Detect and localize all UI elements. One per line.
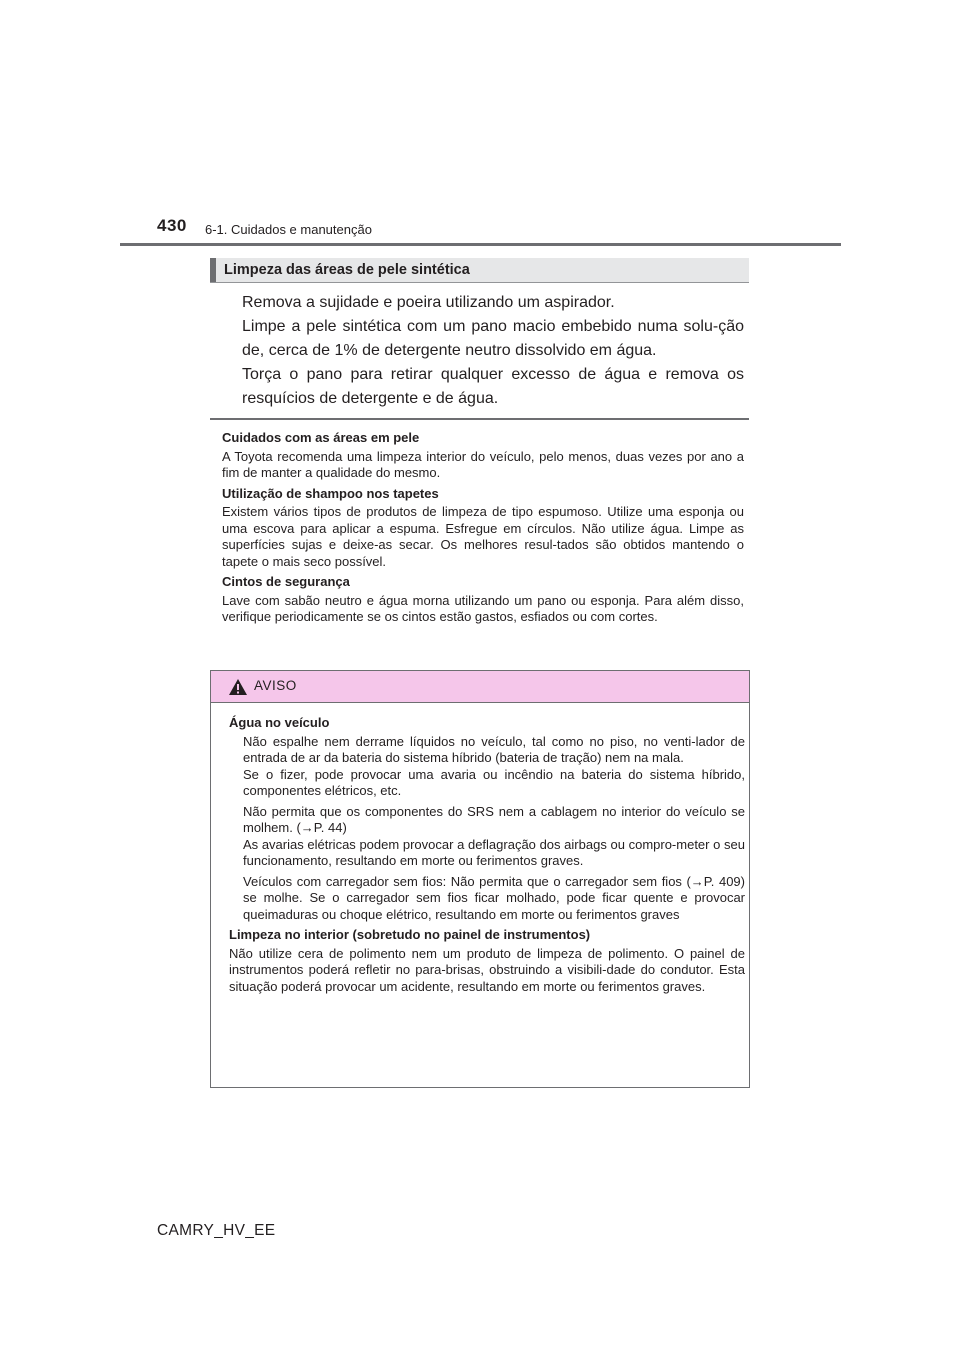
document-code: CAMRY_HV_EE bbox=[157, 1222, 276, 1239]
warning-text: Não espalhe nem derrame líquidos no veículo, tal como no piso, no venti-lador de entrada de ar da bateria do sistema híbrido (bateria de tração) nem na mala. bbox=[243, 733, 745, 765]
warning-paragraph: Não utilize cera de polimento nem um produto de limpeza de polimento. O painel de instrumentos poderá refletir no para-brisas, obstruindo a visibili-dade do condutor. Esta situação poderá provocar um acidente, resultando em morte ou ferimentos graves. bbox=[229, 945, 745, 994]
warning-content bbox=[229, 715, 745, 999]
note-title: Cuidados com as áreas em pele bbox=[222, 430, 420, 445]
warning-text: Se o fizer, pode provocar uma avaria ou incêndio na bateria do sistema híbrido, componentes elétricos, etc. bbox=[243, 766, 745, 798]
notes-section bbox=[222, 430, 744, 630]
warning-paragraph bbox=[229, 804, 745, 870]
warning-triangle-icon bbox=[228, 678, 248, 696]
warning-paragraph bbox=[229, 734, 745, 800]
warning-text: As avarias elétricas podem provocar a deflagração dos airbags ou compro-meter o seu funcionamento, resultando em morte ou ferimentos graves. bbox=[243, 836, 745, 868]
step-item: Remova a sujidade e poeira utilizando um aspirador. bbox=[242, 294, 615, 311]
warning-section-title: Água no veículo bbox=[229, 715, 330, 730]
note-body: Lave com sabão neutro e água morna utilizando um pano ou esponja. Para além disso, verifique periodicamente se os cintos estão gastos, esfiados ou com cortes. bbox=[222, 592, 744, 624]
warning-paragraph: Veículos com carregador sem fios: Não permita que o carregador sem fios (→P. 409) se molhe. Se o carregador sem fios ficar molhado, pode ficar quente e provocar queimaduras ou choque elétrico, resultando em morte ou ferimentos graves bbox=[243, 873, 745, 922]
section-header: 6-1. Cuidados e manutenção bbox=[205, 222, 372, 237]
note-body: A Toyota recomenda uma limpeza interior do veículo, pelo menos, duas vezes por ano a fim de manter a qualidade do mesmo. bbox=[222, 448, 744, 480]
page-number: 430 bbox=[157, 216, 187, 235]
warning-section-title: Limpeza no interior (sobretudo no painel de instrumentos) bbox=[229, 927, 591, 942]
section-divider bbox=[210, 418, 749, 420]
warning-label: AVISO bbox=[254, 678, 297, 693]
step-list bbox=[242, 291, 744, 411]
warning-header bbox=[211, 671, 749, 703]
note-title: Cintos de segurança bbox=[222, 574, 350, 589]
subsection-accent bbox=[210, 258, 216, 282]
note-title: Utilização de shampoo nos tapetes bbox=[222, 485, 439, 501]
step-item: Torça o pano para retirar qualquer excesso de água e remova os resquícios de detergente e de água. bbox=[242, 366, 744, 407]
header-rule bbox=[120, 243, 841, 246]
subsection-title: Limpeza das áreas de pele sintética bbox=[224, 262, 470, 278]
subsection-title-bar bbox=[210, 258, 749, 283]
warning-text: Não permita que os componentes do SRS nem a cablagem no interior do veículo se molhem. (→P. 44) bbox=[243, 803, 745, 835]
note-body: Existem vários tipos de produtos de limpeza de tipo espumoso. Utilize uma esponja ou uma escova para aplicar a espuma. Esfregue em círculos. Não utilize água. Limpe as superfícies sujas e deixe-as secar. Os melhores resul-tados são obtidos mantendo o tapete o mais seco possível. bbox=[222, 504, 744, 569]
step-item: Limpe a pele sintética com um pano macio embebido numa solu-ção de, cerca de 1% de detergente neutro dissolvido em água. bbox=[242, 318, 744, 359]
warning-box bbox=[210, 670, 750, 1088]
